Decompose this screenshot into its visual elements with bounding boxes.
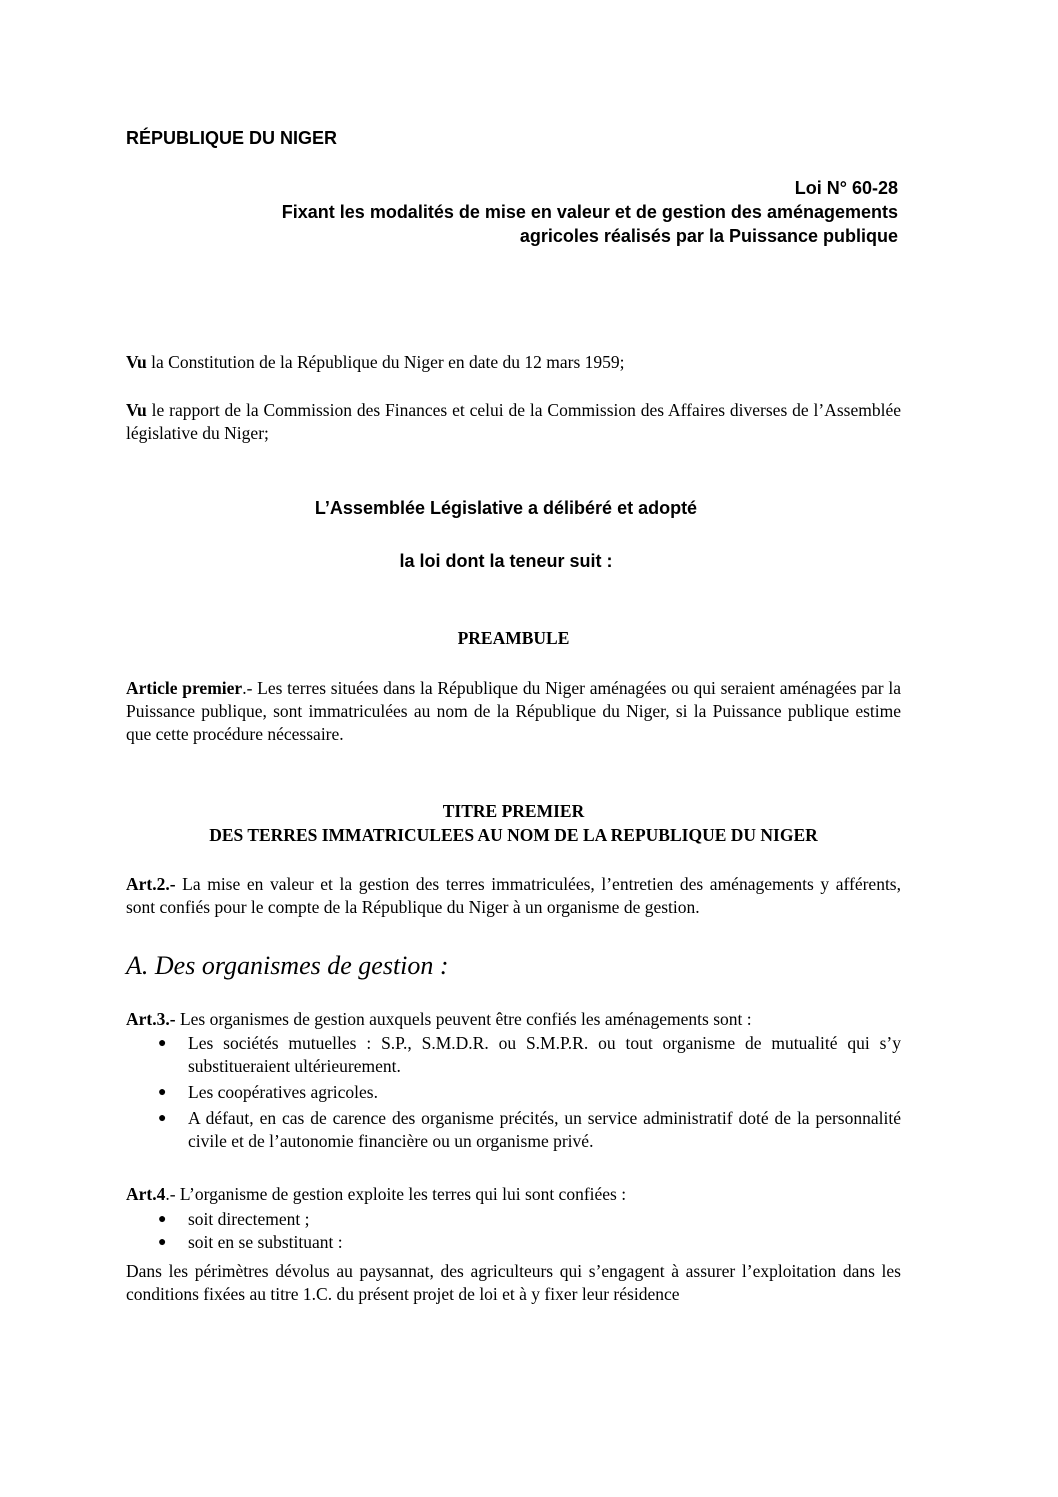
law-number: Loi N° 60-28 — [794, 178, 898, 198]
article-3 — [126, 1008, 901, 1031]
title-one-heading — [126, 799, 901, 847]
visa-text: le rapport de la Commission des Finances et celui de la Commission des Affaires diverses de l’Assemblée législative du Niger; — [126, 400, 901, 443]
article-premier — [126, 677, 901, 746]
list-item-text: A défaut, en cas de carence des organisme précités, un service administratif doté de la personnalité civile et de l’autonomie financière ou un organisme privé. — [188, 1108, 901, 1151]
article-lead: Art.3.- — [126, 1009, 176, 1029]
adoption-line-2: la loi dont la teneur suit : — [399, 551, 613, 571]
list-item — [126, 1231, 901, 1254]
preamble-heading: PREAMBULE — [457, 628, 570, 648]
list-item — [126, 1081, 901, 1104]
list-item-text: Les coopératives agricoles. — [188, 1082, 378, 1102]
law-title-line-2: agricoles réalisés par la Puissance publique — [519, 226, 898, 246]
article-lead: Art.4 — [126, 1184, 166, 1204]
article-text: La mise en valeur et la gestion des terres immatriculées, l’entretien des aménagements y afférents, sont confiés pour le compte de la République du Niger à un organisme de gestion. — [126, 874, 901, 917]
list-item-text: soit en se substituant : — [188, 1232, 343, 1252]
bullet-icon: ● — [158, 1036, 167, 1051]
adoption-line-1: L’Assemblée Législative a délibéré et adopté — [314, 498, 698, 518]
list-item — [126, 1032, 901, 1078]
visa-rapport — [126, 399, 901, 445]
article-4-list — [126, 1208, 901, 1254]
article-2 — [126, 873, 901, 919]
article-text: Les organismes de gestion auxquels peuvent être confiés les aménagements sont : — [175, 1009, 752, 1029]
article-text: .- L’organisme de gestion exploite les terres qui lui sont confiées : — [165, 1184, 627, 1204]
article-3-list — [126, 1032, 901, 1156]
list-item-text: Les sociétés mutuelles : S.P., S.M.D.R. ou S.M.P.R. ou tout organisme de mutualité qui s’y substitueraient ultérieurement. — [188, 1033, 901, 1076]
republic-heading: RÉPUBLIQUE DU NIGER — [126, 128, 338, 148]
bullet-icon: ● — [158, 1235, 167, 1250]
section-a-heading: A. Des organismes de gestion : — [126, 951, 449, 980]
title-one-line-2: DES TERRES IMMATRICULEES AU NOM DE LA REPUBLIQUE DU NIGER — [209, 825, 818, 845]
list-item-text: soit directement ; — [188, 1209, 310, 1229]
bullet-icon: ● — [158, 1111, 167, 1126]
list-item — [126, 1107, 901, 1153]
bullet-icon: ● — [158, 1085, 167, 1100]
bullet-icon: ● — [158, 1212, 167, 1227]
article-lead: Art.2.- — [126, 874, 176, 894]
article-text: .- Les terres situées dans la République du Niger aménagées ou qui seraient aménagées par la Puissance publique, sont immatriculées au nom de la République du Niger, si la Puissance publique estime que cette procédure nécessaire. — [126, 678, 902, 744]
title-one-line-1: TITRE PREMIER — [442, 801, 585, 821]
visa-text: la Constitution de la République du Niger en date du 12 mars 1959; — [146, 352, 625, 372]
law-header — [126, 176, 898, 248]
article-lead: Article premier — [126, 678, 243, 698]
article-4 — [126, 1183, 901, 1206]
visa-constitution — [126, 351, 901, 374]
visa-lead: Vu — [126, 352, 147, 372]
law-title-line-1: Fixant les modalités de mise en valeur et de gestion des aménagements — [281, 202, 898, 222]
article-4-closing: Dans les périmètres dévolus au paysannat, des agriculteurs qui s’engagent à assurer l’exploitation dans les conditions fixées au titre 1.C. du présent projet de loi et à y fixer leur résidence — [126, 1261, 901, 1304]
visa-lead: Vu — [126, 400, 147, 420]
list-item — [126, 1208, 901, 1231]
